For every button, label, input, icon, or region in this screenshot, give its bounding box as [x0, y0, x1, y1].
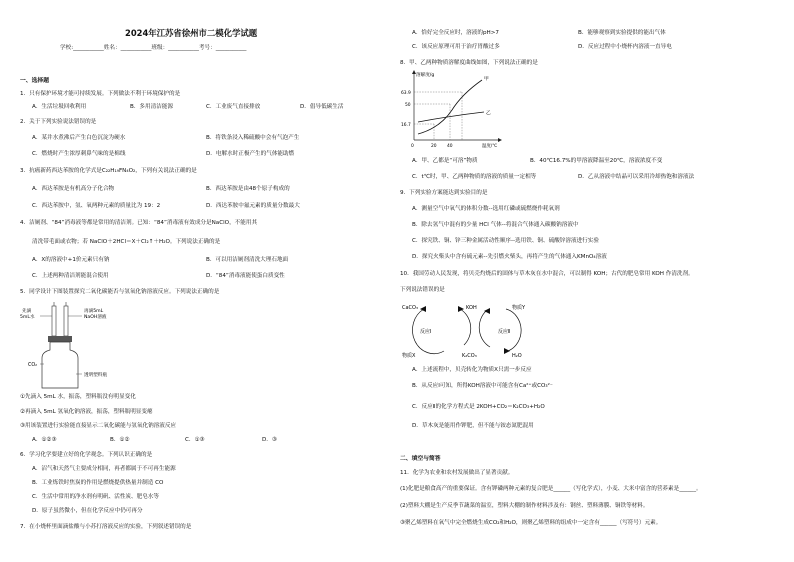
question-9-stem: 9．下列实验方案能达到实验目的是	[400, 190, 488, 196]
question-9-option-c: C．探究铁、铜、锌三种金属活动性顺序--选用铁、铜、硫酸锌溶液进行实验	[412, 238, 599, 244]
k2co3-label: K₂CO₃	[462, 353, 477, 359]
question-8-option-d: D．乙从溶液中结晶可以采用冷却热饱和溶液法	[578, 174, 695, 180]
question-3-option-d: D．西达苯胺中氟元素的质量分数最大	[206, 203, 300, 209]
question-3-option-c: C．西达苯胺中，氢、氧两种元素的质量比为 19：2	[32, 203, 161, 209]
question-10-stem-line2: 下列说法错误的是	[400, 287, 445, 293]
water-syringe-label-1: 先滴	[22, 309, 32, 314]
question-10-option-b: B．从反应Ⅰ可知，所得KOH溶液中可能含有Ca²⁺或CO₃²⁻	[412, 383, 553, 389]
bottle-label: 透明塑料瓶	[84, 373, 107, 378]
question-5-option-d: D．③	[262, 437, 277, 443]
x-tick-20: 20	[431, 144, 437, 149]
x-axis-label: 温度/℃	[482, 144, 498, 149]
question-9-option-d: D．探究火柴头中含有硫元素--先引燃火柴头，再将产生的气体通入KMnO₄溶液	[412, 254, 607, 260]
question-7-option-c: C．该反应原理可用于治疗胃酸过多	[412, 44, 500, 50]
page-title: 2024年江苏省徐州市二模化学试题	[125, 28, 258, 38]
question-1-stem: 1．只有保护环境才能可持续发展。下列做法不利于环境保护的是	[20, 91, 181, 97]
question-10-option-c: C．反应Ⅱ的化学方程式是 2KOH+CO₂＝K₂CO₃+H₂O	[412, 404, 545, 410]
question-3-option-a: A．西达苯胺是有机高分子化合物	[32, 186, 115, 192]
cycle-two-left-arc	[479, 311, 490, 347]
question-7-option-d: D．反应过程中小烧杯内溶液一直导电	[578, 44, 672, 50]
question-5-statement-2: ②再滴入 5mL 氢氧化钠溶液，振荡，塑料瓶明显变瘪	[20, 409, 153, 415]
question-6-option-a: A．沼气和天然气主要成分相同，再者都属于不可再生能源	[32, 466, 176, 472]
question-3-option-b: B．西达苯胺是由48个原子构成的	[206, 186, 290, 192]
question-11-stem: 11．化学为农业和农村发展做出了显著贡献。	[400, 470, 514, 476]
question-11-part-2: (2)塑料大棚是生产反季节蔬菜的温室，塑料大棚的制作材料涉及有：钢丝、塑料薄膜、铜铁等材料。	[400, 503, 649, 509]
y-tick-63-9: 63.9	[401, 91, 411, 96]
section-heading-fill-in: 二、填空与简答	[400, 456, 441, 462]
question-11-part-1: (1)化肥是粮食高产的重要保证。含有钾磷两种元素的复合肥是______（写化学式），小麦、大米中富含的营养素是______。	[400, 486, 702, 492]
question-8-option-b: B．40℃16.7%的甲溶液降温至20℃，溶液浓度不变	[530, 158, 663, 164]
co2-naoh-apparatus-figure	[20, 300, 140, 392]
y-axis-label: 溶解度/g	[416, 73, 435, 78]
curve-label-yi: 乙	[486, 111, 491, 116]
question-2-stem: 2．关于下列实验说法错误的是	[20, 119, 97, 125]
cycle-one-right-arc	[460, 309, 471, 345]
question-2-option-d: D．电解水时正极产生的气体能助燃	[206, 151, 295, 157]
koh-cycle-diagram	[400, 297, 570, 363]
question-7-option-b: B．能够观察到实验提供的能出气体	[578, 30, 666, 36]
question-4-option-a: A．X的溶液中+1价元素只有钠	[32, 257, 110, 263]
section-heading-choice: 一、选择题	[20, 78, 49, 84]
naoh-syringe-label-2: NaOH溶液	[84, 315, 107, 320]
left-column	[0, 0, 390, 562]
reaction-two-label: 反应Ⅱ	[498, 329, 511, 335]
water-syringe	[52, 306, 56, 336]
question-7-option-a: A．恰好完全反应时，溶液的pH>7	[412, 30, 499, 36]
question-10-option-d: D．草木灰是能用作钾肥，但不能与铵态氮肥混用	[412, 423, 534, 429]
question-9-option-a: A．测量空气中氧气的体积分数--选用红磷或硫燃烧作耗氧剂	[412, 206, 560, 212]
question-4-stem-line2: 清洗带毛面或衣物；若 NaClO＋2HCl＝X＋Cl₂↑＋H₂O。下列说法正确的是	[32, 239, 221, 245]
question-1-option-c: C．工业废气直接排放	[206, 104, 261, 110]
rubber-stopper	[48, 336, 72, 342]
y-tick-16-7: 16.7	[401, 123, 411, 128]
question-7-stem: 7．在小烧杯里面滴盐酸与小苏打溶液反应的实验，下列叙述错误的是	[20, 524, 192, 530]
water-syringe-label-2: 5mL水	[20, 315, 35, 320]
question-4-stem-line1: 4．洁厕剂、“84”消毒液等都是常用的清洁剂。已知：“84”消毒液有效成分是NaClO，不能用其	[20, 220, 258, 226]
substance-y-label: 物质Y	[512, 305, 526, 311]
question-10-stem-line1: 10．我国劳动人民发现，将贝壳灼烧后的固体与草木灰在水中混合，可以制得 KOH；古代的肥皂常用 KOH 作清洗剂。	[400, 271, 694, 277]
question-2-option-a: A．某井水煮沸后产生白色沉淀为硬水	[32, 135, 126, 141]
question-5-statement-1: ①先滴入 5mL 水，振荡，塑料瓶没有明显变化	[20, 394, 136, 400]
h2o-label: H₂O	[512, 353, 522, 359]
question-8-option-a: A．甲、乙都是“可溶”物质	[412, 158, 478, 164]
co2-label: CO₂	[28, 363, 38, 368]
question-6-option-b: B．工业炼铁时焦炭的作用是燃烧提供热量并制造 CO	[32, 480, 164, 486]
question-6-option-c: C．生活中常用的净水剂有明矾、活性炭、肥皂水等	[32, 494, 159, 500]
question-5-option-b: B．①②	[110, 437, 130, 443]
question-1-option-b: B．多用清洁能源	[130, 104, 173, 110]
question-6-stem: 6．学习化学要建立好的化学观念。下列认识正确的是	[20, 452, 153, 458]
y-tick-50: 50	[405, 103, 411, 108]
question-4-option-d: D．“84”消毒液能使蛋白质变性	[206, 273, 285, 279]
question-2-option-b: B．将铁条浸入稀硫酸中会有气泡产生	[206, 135, 300, 141]
question-5-option-a: A．①②③	[32, 437, 57, 443]
question-4-option-b: B．可以用洁厕剂清洗大理石地面	[206, 257, 289, 263]
koh-label: KOH	[466, 305, 477, 311]
student-info-line: 学校:___________姓名：___________班级：___________考号：___________	[60, 45, 247, 51]
caco3-label: CaCO₃	[402, 305, 418, 311]
right-column	[400, 0, 790, 562]
question-6-option-d: D．原子虽然微小，但在化学反应中仍可再分	[32, 508, 143, 514]
question-5-stem: 5．同学设计下图装置探究二氧化碳能否与氢氧化钠溶液反应。下列说法正确的是	[20, 289, 220, 295]
question-4-option-c: C．上述两种清洁剂能混合使用	[32, 273, 109, 279]
solubility-curve-figure	[400, 70, 510, 152]
question-8-option-c: C．t℃时，甲、乙两种物质的溶液的质量一定相等	[412, 174, 537, 180]
x-tick-40: 40	[447, 144, 453, 149]
question-5-statement-3: ③用该装置进行实验能直接显示二氧化碳能与氢氧化钠溶液反应	[20, 423, 177, 429]
substance-x-label: 物质X	[402, 353, 416, 359]
question-2-option-c: C．燃烧时产生浓厚刺鼻气味的是棉线	[32, 151, 126, 157]
naoh-syringe	[64, 306, 68, 336]
curve-label-jia: 甲	[484, 77, 489, 82]
question-1-option-a: A．生活垃圾回收利用	[32, 104, 87, 110]
question-11-part-3: ③聚乙烯塑料在氧气中完全燃烧生成CO₂和H₂O，则聚乙烯塑料的组成中一定含有______（写符号）元素。	[400, 520, 662, 526]
plastic-bottle	[42, 342, 78, 388]
reaction-one-label: 反应Ⅰ	[420, 329, 432, 335]
curve-yi	[418, 112, 484, 122]
question-10-option-a: A．上述流程中，贝壳转化为物质X只需一步反应	[412, 367, 532, 373]
question-5-option-c: C．①③	[185, 437, 205, 443]
x-tick-0: 0	[411, 144, 414, 149]
question-8-stem: 8．甲、乙两种物质溶解度曲线如图，下列说法正确的是	[400, 60, 538, 66]
question-3-stem: 3．抗癌新药西达苯胺的化学式是C₂₂H₁₉FN₄O₂，下列有关说法正确的是	[20, 168, 197, 174]
question-1-option-d: D．倡导低碳生活	[300, 104, 344, 110]
naoh-syringe-label-1: 再滴5mL	[84, 309, 104, 314]
question-9-option-b: B．除去氢气中混有的少量 HCl 气体--将混合气体通入碳酸钠溶液中	[412, 222, 579, 228]
